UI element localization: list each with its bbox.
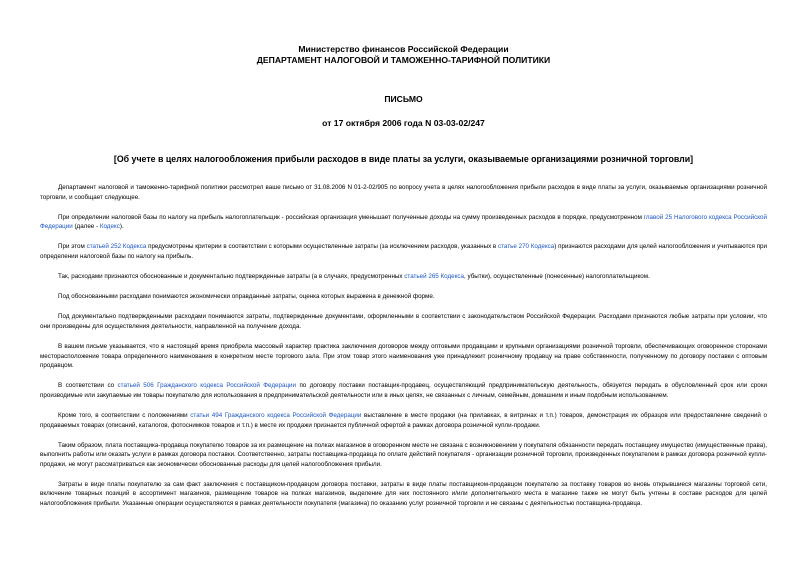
paragraph-6: Под документально подтвержденными расходами понимаются затраты, подтвержденные документами, оформленными в соответствии с законодательством Российской Федерации. Расходами признаются любые затраты при условии, что они произведены для осуществления деятельности, направленной на получение дохода. (40, 313, 767, 330)
paragraph-9-text-2: выставление в месте продажи (на прилавках, в витринах и т.п.) товаров, демонстрация их образцов или предоставление сведений о продаваемых товарах (описаний, каталогов, фотоснимков товаров и т.п.) в месте их продажи признается публичной офертой в рамках договора розничной купли-продажи. (40, 411, 767, 429)
link-tax-code[interactable]: Кодекс (99, 223, 120, 231)
department-name: ДЕПАРТАМЕНТ НАЛОГОВОЙ И ТАМОЖЕННО-ТАРИФНОЙ ПОЛИТИКИ (256, 55, 551, 65)
document-subject: [Об учете в целях налогообложения прибыли расходов в виде платы за услуги, оказываемые организациями розничной торговли] (113, 154, 694, 164)
ministry-name: Министерство финансов Российской Федерации (298, 44, 509, 54)
paragraph-3-text-3: ) признаются расходами для целей налогообложения и учитываются при определении налоговой базы по налогу на прибыль. (40, 243, 767, 260)
paragraph-8-text-2: по договору поставки поставщик-продавец, осуществляющий предпринимательскую деятельность, обязуется передать в обусловленный срок или сроки производимые или закупаемые им товары покупателю для использования в предпринимательской деятельности или в иных целях, не связанных с личным, семейным, домашним и иным подобным использованием. (40, 382, 767, 399)
paragraph-3 (40, 242, 767, 261)
document-page (40, 44, 767, 519)
paragraph-1: Департамент налоговой и таможенно-тарифной политики рассмотрел ваше письмо от 31.08.2006 N 01-2-02/905 по вопросу учета в целях налогообложения прибыли расходов в виде платы за услуги, оказываемые организациями розничной торговли, и сообщает следующее. (40, 184, 767, 201)
link-civil-code-article-506[interactable]: статьей 506 Гражданского кодекса Российской Федерации (117, 382, 297, 390)
link-civil-code-article-494[interactable]: статьи 494 Гражданского кодекса Российской Федерации (190, 411, 362, 419)
link-article-265[interactable]: статьей 265 Кодекса (404, 273, 465, 281)
paragraph-5: Под обоснованными расходами понимаются экономически оправданные затраты, оценка которых выражена в денежной форме. (58, 293, 435, 301)
link-tax-code-chapter-25[interactable]: главой 25 Налогового кодекса Российской Федерации (40, 213, 767, 231)
paragraph-9 (40, 411, 767, 430)
paragraph-10: Таким образом, плата поставщика-продавца покупателю товаров за их размещение на полках магазинов в оговоренном месте не связана с возникновением у покупателя обязанности передать поставщику имущество (имущественные права), выполнить работы или оказать услуги в рамках договора поставки. Соответственно, затраты поставщика-продавца по оплате действий покупателя - организации розничной торговли, произведенных покупателем в рамках договора розничной купли-продажи, не могут рассматриваться как экономически обоснованные расходы для целей налогообложения прибыли. (40, 441, 767, 468)
paragraph-2-text-2: (далее - (72, 223, 100, 231)
paragraph-9-text-1: Кроме того, в соответствии с положениями (58, 411, 191, 419)
paragraph-11: Затраты в виде платы покупателю за сам факт заключения с поставщиком-продавцом договора поставки, затраты в виде платы поставщиком-продавцом покупателю за поставку товаров во вновь открывшиеся магазины торговой сети, включение товарных позиций в ассортимент магазинов, размещение товаров на полках магазинов, выделение для них постоянного и/или дополнительного места в магазине также не могут быть учтены в составе расходов для целей налогообложения прибыли. Указанные операции осуществляются в рамках деятельности покупателя (магазина) по оказанию услуг розничной торговли и не связаны с деятельностью поставщика-продавца. (40, 480, 767, 508)
link-article-270[interactable]: статье 270 Кодекса (498, 243, 555, 251)
paragraph-2-text-1: При определении налоговой базы по налогу на прибыль налогоплательщик - российская организация уменьшает полученные доходы на сумму произведенных расходов в порядке, предусмотренном (58, 213, 644, 221)
paragraph-3-text-1: При этом (58, 243, 87, 251)
paragraph-8 (40, 381, 767, 400)
paragraph-4-text-1: Так, расходами признаются обоснованные и документально подтвержденные затраты (а в случаях, предусмотренных (58, 273, 405, 281)
paragraph-3-text-2: предусмотрены критерии в соответствии с которыми осуществленные затраты (за исключением расходов, указанных в (146, 243, 498, 251)
paragraph-7: В вашем письме указывается, что в настоящей время приобрела массовый характер практика заключения договоров между оптовыми продавцами и крупными организациями розничной торговли, обеспечивающих оговоренное сторонами месторасположение товара определенного наименования в конкретном месте торгового зала. При этом товар этого наименования уже принадлежит розничному продавцу на праве собственности, полученному по договору поставки с оптовым продавцом. (40, 342, 767, 370)
document-body (40, 183, 767, 509)
paragraph-2 (40, 213, 767, 232)
link-article-252[interactable]: статьей 252 Кодекса (86, 243, 147, 251)
paragraph-4 (40, 272, 767, 282)
document-date-number: от 17 октября 2006 года N 03-03-02/247 (322, 118, 485, 128)
paragraph-4-text-2: , убытки), осуществленные (понесенные) налогоплательщиком. (464, 273, 650, 281)
paragraph-2-text-3: ). (119, 223, 124, 231)
document-type: ПИСЬМО (384, 94, 423, 104)
paragraph-8-text-1: В соответствии со (58, 382, 118, 390)
